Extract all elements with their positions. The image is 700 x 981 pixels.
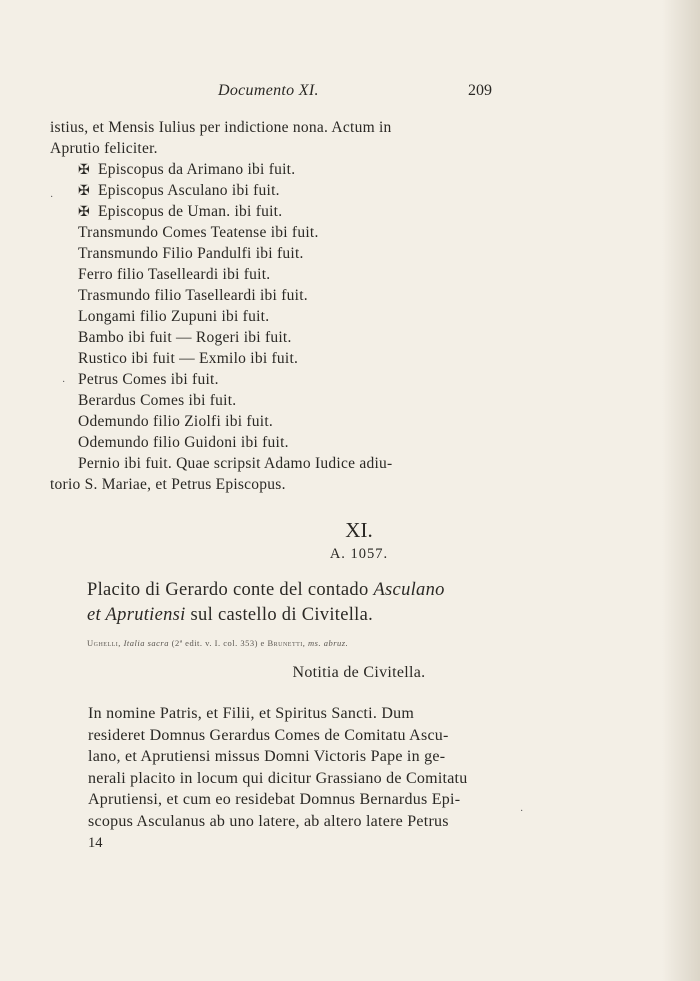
signatory-text: Episcopus da Arimano ibi fuit. <box>98 161 296 178</box>
page-edge-shadow <box>662 0 700 981</box>
title-italic: Asculano <box>373 580 445 600</box>
signatory-text: Longami filio Zupuni ibi fuit. <box>78 308 270 325</box>
body-line: Aprutiensi, et cum eo residebat Domnus Bernardus Epi- <box>88 791 461 808</box>
signatory-line <box>50 243 510 264</box>
document-body <box>88 703 508 832</box>
source-citation <box>87 638 348 648</box>
signatory-text: Rustico ibi fuit — Exmilo ibi fuit. <box>78 350 299 367</box>
text-line: Pernio ibi fuit. Quae scripsit Adamo Iudice adiu- <box>78 455 393 472</box>
title-italic: et Aprutiensi <box>87 605 186 625</box>
body-line: nerali placito in locum qui dicitur Grassiano de Comitatu <box>88 769 468 787</box>
signatory-line <box>50 369 510 390</box>
citation-author: Ughelli, <box>87 638 121 648</box>
body-line: scopus Asculanus ab uno latere, ab altero latere Petrus <box>88 812 449 830</box>
signatory-text: Transmundo Comes Teatense ibi fuit. <box>78 224 319 241</box>
signatory-text: Episcopus Asculano ibi fuit. <box>98 182 280 199</box>
signatory-line <box>50 180 510 201</box>
document-title <box>87 578 517 628</box>
signatory-line <box>50 390 510 411</box>
signatory-text: Odemundo filio Ziolfi ibi fuit. <box>78 413 274 430</box>
stray-mark: · <box>62 377 66 388</box>
citation-work: ms. abruz. <box>308 638 349 648</box>
signatory-line <box>50 411 510 432</box>
signatory-line <box>50 306 510 327</box>
title-line-2 <box>87 603 517 628</box>
text-line: torio S. Mariae, et Petrus Episcopus. <box>50 476 286 493</box>
notitia-heading: Notitia de Civitella. <box>292 664 426 681</box>
signatory-text: Petrus Comes ibi fuit. <box>78 371 219 388</box>
citation-work: Italia sacra <box>123 638 169 648</box>
signatory-line <box>50 201 510 222</box>
signatory-text: Trasmundo filio Taselleardi ibi fuit. <box>78 287 308 304</box>
title-text: sul castello di Civitella. <box>185 605 374 625</box>
signatory-line <box>50 222 510 243</box>
citation-author: Brunetti, <box>267 638 306 648</box>
text-line: istius, et Mensis Iulius per indictione nona. Actum in <box>50 119 392 136</box>
title-text: Placito di Gerardo conte del contado <box>87 580 374 600</box>
signatory-text: Ferro filio Taselleardi ibi fuit. <box>78 266 271 283</box>
body-line: lano, et Aprutiensi missus Domni Victoris Pape in ge- <box>88 748 446 765</box>
signatory-line <box>50 327 510 348</box>
cross-icon: ✠ <box>78 163 90 178</box>
cross-icon: ✠ <box>78 184 90 199</box>
cross-icon: ✠ <box>78 205 90 220</box>
stray-mark: · <box>520 806 524 817</box>
document-year: A. 1057. <box>329 546 389 562</box>
signatory-line <box>50 432 510 453</box>
signatory-text: Transmundo Filio Pandulfi ibi fuit. <box>78 245 304 262</box>
preceding-text <box>50 117 510 495</box>
signatory-list <box>50 159 510 453</box>
body-line: resideret Domnus Gerardus Comes de Comitatu Ascu- <box>88 726 449 744</box>
signatory-text: Bambo ibi fuit — Rogeri ibi fuit. <box>78 329 292 346</box>
signatory-text: Odemundo filio Guidoni ibi fuit. <box>78 434 289 451</box>
signatory-line <box>50 285 510 306</box>
signatory-line <box>50 264 510 285</box>
signature-mark: 14 <box>88 835 103 851</box>
running-title: Documento XI. <box>218 82 319 99</box>
section-number: XI. <box>345 518 373 542</box>
page-header <box>0 82 700 104</box>
signatory-line <box>50 348 510 369</box>
signatory-line <box>50 159 510 180</box>
signatory-text: Berardus Comes ibi fuit. <box>78 392 237 409</box>
signatory-text: Episcopus de Uman. ibi fuit. <box>98 203 283 220</box>
body-line: In nomine Patris, et Filii, et Spiritus Sancti. Dum <box>88 705 415 722</box>
citation-details: (2ª edit. v. I. col. 353) e <box>171 638 265 648</box>
page-number: 209 <box>468 82 492 99</box>
stray-mark: · <box>50 192 54 203</box>
text-line: Aprutio feliciter. <box>50 140 158 157</box>
